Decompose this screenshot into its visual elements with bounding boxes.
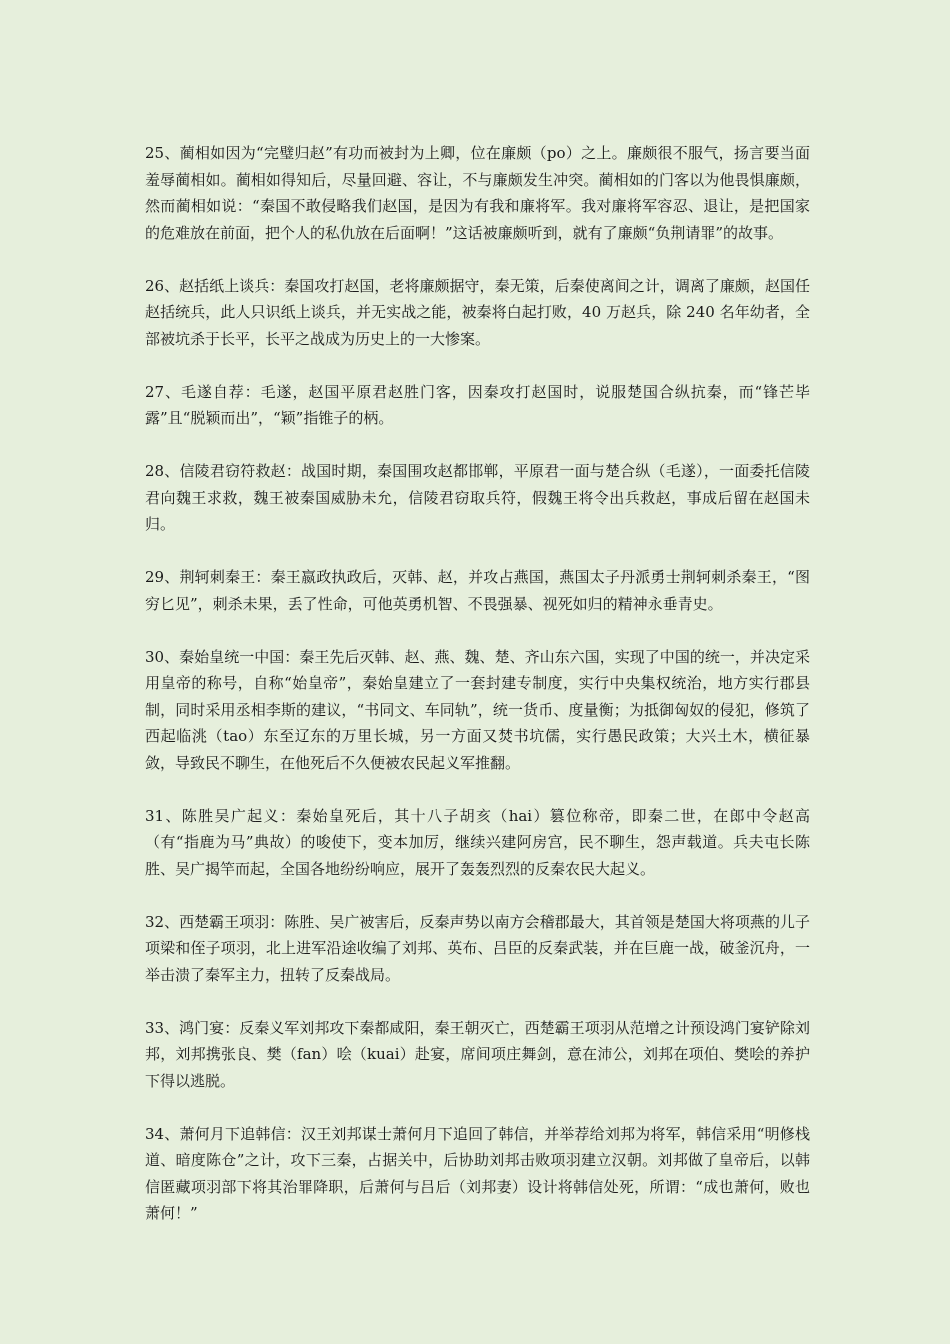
paragraph-31: 31、陈胜吴广起义：秦始皇死后，其十八子胡亥（hai）篡位称帝，即秦二世，在郎中令赵高（有“指鹿为马”典故）的唆使下，变本加厉，继续兴建阿房宫，民不聊生，怨声载道。兵夫屯长陈胜、吴广揭竿而起，全国各地纷纷响应，展开了轰轰烈烈的反秦农民大起义。 [145, 806, 810, 878]
paragraph-33: 33、鸿门宴：反秦义军刘邦攻下秦都咸阳，秦王朝灭亡，西楚霸王项羽从范增之计预设鸿门宴铲除刘邦，刘邦携张良、樊（fan）哙（kuai）赴宴，席间项庄舞剑，意在沛公，刘邦在项伯、樊哙的养护下得以逃脱。 [145, 1018, 810, 1090]
paragraph-29: 29、荆轲刺秦王：秦王嬴政执政后，灭韩、赵，并攻占燕国，燕国太子丹派勇士荆轲刺杀秦王，“图穷匕见”，刺杀未果，丢了性命，可他英勇机智、不畏强暴、视死如归的精神永垂青史。 [145, 568, 810, 613]
paragraph-27: 27、毛遂自荐：毛遂，赵国平原君赵胜门客，因秦攻打赵国时，说服楚国合纵抗秦，而“锋芒毕露”且“脱颖而出”，“颖”指锥子的柄。 [145, 382, 810, 427]
paragraph-30: 30、秦始皇统一中国：秦王先后灭韩、赵、燕、魏、楚、齐山东六国，实现了中国的统一，并决定采用皇帝的称号，自称“始皇帝”，秦始皇建立了一套封建专制度，实行中央集权统治，地方实行郡县制，同时采用丞相李斯的建议，“书同文、车同轨”，统一货币、度量衡；为抵御匈奴的侵犯，修筑了西起临洮（tao）东至辽东的万里长城，另一方面又焚书坑儒，实行愚民政策；大兴土木，横征暴敛，导致民不聊生，在他死后不久便被农民起义军推翻。 [145, 647, 810, 772]
paragraph-25: 25、蔺相如因为“完璧归赵”有功而被封为上卿，位在廉颇（po）之上。廉颇很不服气，扬言要当面羞辱蔺相如。蔺相如得知后，尽量回避、容让，不与廉颇发生冲突。蔺相如的门客以为他畏惧廉颇，然而蔺相如说：“秦国不敢侵略我们赵国，是因为有我和廉将军。我对廉将军容忍、退让，是把国家的危难放在前面，把个人的私仇放在后面啊！”这话被廉颇听到，就有了廉颇“负荆请罪”的故事。 [145, 144, 810, 242]
paragraph-34: 34、萧何月下追韩信：汉王刘邦谋士萧何月下追回了韩信，并举荐给刘邦为将军，韩信采用“明修栈道、暗度陈仓”之计，攻下三秦，占据关中，后协助刘邦击败项羽建立汉朝。刘邦做了皇帝后，以韩信匿藏项羽部下将其治罪降职，后萧何与吕后（刘邦妻）设计将韩信处死，所谓：“成也萧何，败也萧何！” [145, 1124, 810, 1222]
document-body [145, 140, 810, 1253]
paragraph-32: 32、西楚霸王项羽：陈胜、吴广被害后，反秦声势以南方会稽郡最大，其首领是楚国大将项燕的儿子项梁和侄子项羽，北上进军沿途收编了刘邦、英布、吕臣的反秦武装，并在巨鹿一战，破釜沉舟，一举击溃了秦军主力，扭转了反秦战局。 [145, 912, 810, 984]
paragraph-26: 26、赵括纸上谈兵：秦国攻打赵国，老将廉颇据守，秦无策，后秦使离间之计，调离了廉颇，赵国任赵括统兵，此人只识纸上谈兵，并无实战之能，被秦将白起打败，40 万赵兵，除 240 名年幼者，全部被坑杀于长平，长平之战成为历史上的一大惨案。 [145, 276, 810, 348]
paragraph-28: 28、信陵君窃符救赵：战国时期，秦国围攻赵都邯郸，平原君一面与楚合纵（毛遂），一面委托信陵君向魏王求救，魏王被秦国威胁未允，信陵君窃取兵符，假魏王将令出兵救赵，事成后留在赵国未归。 [145, 462, 810, 533]
